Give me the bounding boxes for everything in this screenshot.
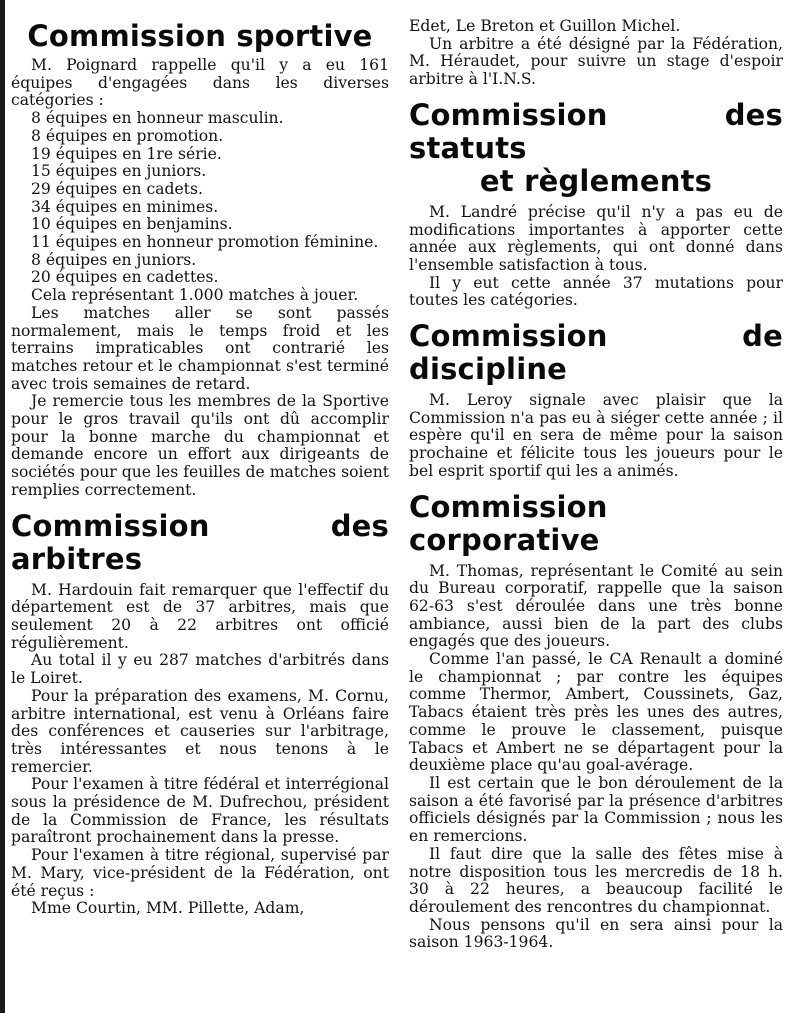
list-item: 10 équipes en benjamins.	[31, 215, 233, 234]
section-commission-sportive	[11, 20, 389, 500]
left-column	[11, 0, 389, 918]
list-item: 34 équipes en minimes.	[31, 197, 219, 216]
paragraph: M. Leroy signale avec plaisir que la Commission n'a pas eu à siéger cette année ; il espère qu'il en sera de même pour la saison prochaine et félicite tous les joueurs pour le bel esprit sportif qui les a animés.	[409, 391, 783, 480]
list-item: 8 équipes en juniors.	[31, 250, 197, 269]
paragraph: Mme Courtin, MM. Pillette, Adam,	[31, 899, 305, 918]
list-item: 29 équipes en cadets.	[31, 179, 203, 198]
paragraph: Il faut dire que la salle des fêtes mise à notre disposition tous les mercredis de 18 h. 30 à 22 heures, a beaucoup facilité le déroulement des rencontres du championnat.	[409, 844, 783, 916]
paragraph: Pour l'examen à titre régional, supervisé par M. Mary, vice-président de la Fédération, ont été reçus :	[11, 846, 389, 900]
list-item: 20 équipes en cadettes.	[31, 268, 219, 287]
list-item: 19 équipes en 1re série.	[31, 144, 222, 163]
section-commission-arbitres	[11, 510, 389, 918]
section-commission-statuts	[409, 99, 783, 310]
heading-commission-statuts: Commission des statuts	[409, 97, 783, 165]
heading-commission-corporative: Commission corporative	[409, 489, 608, 557]
paragraph: Je remercie tous les membres de la Sportive pour le gros travail qu'ils ont dû accomplir pour la bonne marche du championnat et demande encore un effort aux dirigeants de sociétés pour que les feuilles de matches soient remplies correctement.	[11, 392, 389, 499]
heading-commission-statuts-line2: et règlements	[479, 163, 713, 198]
list-item: 15 équipes en juniors.	[31, 162, 207, 181]
paragraph: Il est certain que le bon déroulement de la saison a été favorisé par la présence d'arbitres officiels désignés par la Commission ; nous les en remercions.	[409, 773, 783, 846]
scan-border	[0, 0, 5, 1013]
paragraph: Il y eut cette année 37 mutations pour toutes les catégories.	[409, 273, 783, 310]
paragraph: Nous pensons qu'il en sera ainsi pour la saison 1963-1964.	[409, 915, 783, 952]
paragraph: Au total il y eu 287 matches d'arbitrés dans le Loiret.	[11, 651, 389, 688]
list-item: 8 équipes en promotion.	[31, 126, 224, 145]
heading-commission-arbitres: Commission des arbitres	[11, 508, 389, 576]
paragraph: M. Thomas, représentant le Comité au sein du Bureau corporatif, rappelle que la saison 62-63 s'est déroulée dans une très bonne ambiance, aussi bien de la part des clubs engagés que des joueurs.	[409, 561, 783, 651]
paragraph: Pour la préparation des examens, M. Cornu, arbitre international, est venu à Orléans faire des conférences et causeries sur l'arbitrage, très intéressantes et nous tenons à le remercier.	[11, 686, 389, 776]
right-column	[409, 0, 783, 952]
heading-commission-discipline: Commission de discipline	[409, 319, 783, 387]
section-commission-corporative	[409, 491, 783, 952]
paragraph: M. Hardouin fait remarquer que l'effectif du département est de 37 arbitres, mais que seulement 20 à 22 arbitres ont officié régulièrement.	[11, 580, 389, 652]
list-item: 11 équipes en honneur promotion féminine.	[31, 233, 379, 252]
paragraph: Edet, Le Breton et Guillon Michel.	[409, 17, 681, 35]
paragraph: Les matches aller se sont passés normalement, mais le temps froid et les terrains impraticables ont contrarié les matches retour et le championnat s'est terminé avec trois semaines de retard.	[11, 303, 389, 393]
paragraph: M. Landré précise qu'il n'y a pas eu de modifications importantes à apporter cette année aux règlements, qui ont donné dans l'ensemble satisfaction à tous.	[409, 202, 783, 274]
heading-commission-sportive: Commission sportive	[27, 19, 373, 53]
list-item: 8 équipes en honneur masculin.	[31, 109, 284, 128]
paragraph: M. Poignard rappelle qu'il y a eu 161 équipes d'engagées dans les diverses catégories :	[11, 56, 389, 110]
paragraph: Un arbitre a été désigné par la Fédération, M. Héraudet, pour suivre un stage d'espoir arbitre à l'I.N.S.	[409, 34, 783, 89]
section-commission-discipline	[409, 320, 783, 481]
paragraph: Cela représentant 1.000 matches à jouer.	[31, 286, 359, 305]
paragraph: Pour l'examen à titre fédéral et interrégional sous la présidence de M. Dufrechou, président de la Commission de France, les résultats paraîtront prochainement dans la presse.	[11, 775, 389, 847]
paragraph: Comme l'an passé, le CA Renault a dominé le championnat ; par contre les équipes comme Thermor, Ambert, Coussinets, Gaz, Tabacs étaient très près les unes des autres, comme le prouve le classement, puisque Tabacs et Ambert ne se départagent pour la deuxième place qu'au goal-avérage.	[409, 650, 783, 775]
section-arbitres-continued	[409, 18, 783, 89]
